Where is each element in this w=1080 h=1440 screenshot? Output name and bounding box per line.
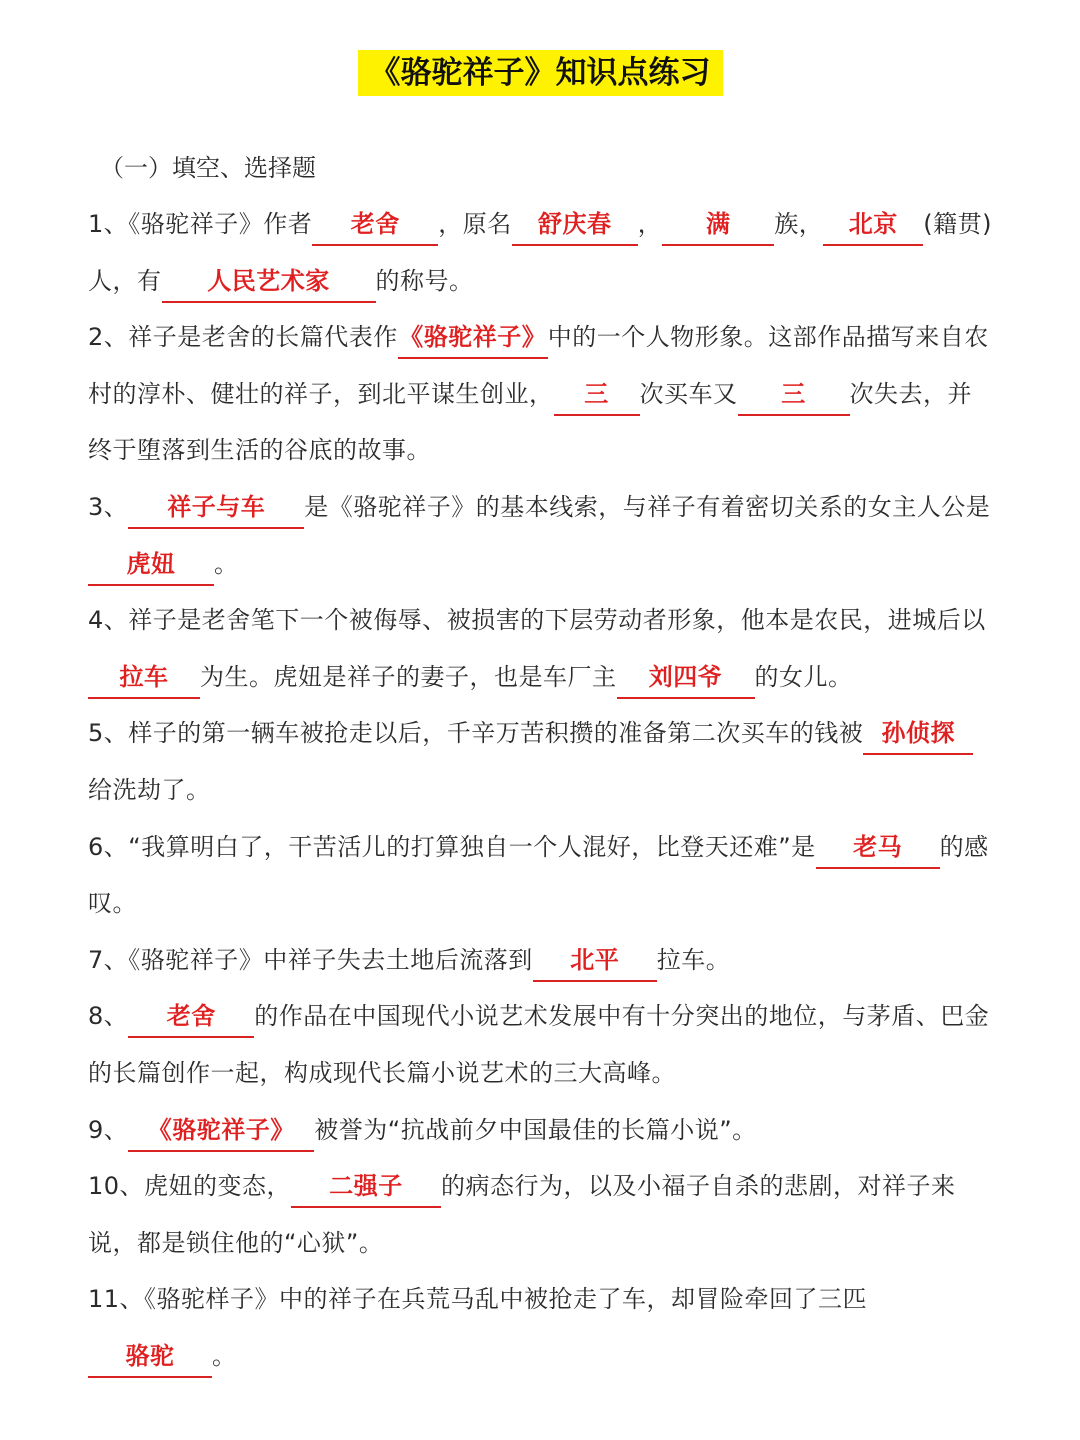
page-title: 《骆驼祥子》知识点练习 <box>358 50 723 96</box>
question-text: 的感叹。 <box>88 832 989 918</box>
answer-blank: 老马 <box>816 827 940 869</box>
question-8 <box>88 988 992 1101</box>
question-text: 给洗劫了。 <box>88 775 211 804</box>
answer-blank: 三 <box>738 374 850 416</box>
question-text: 9、 <box>88 1115 129 1144</box>
answer-blank: 虎妞 <box>88 544 214 586</box>
question-text: 3、 <box>88 492 129 521</box>
question-text: 被誉为“抗战前夕中国最佳的长篇小说”。 <box>314 1115 757 1144</box>
answer-blank: 刘四爷 <box>617 657 755 699</box>
answer-blank: 三 <box>554 374 640 416</box>
question-text: ， <box>637 210 663 238</box>
answer-blank: 舒庆春 <box>512 204 638 246</box>
question-7 <box>88 932 992 989</box>
question-1 <box>88 196 992 309</box>
answer-blank: 北平 <box>533 940 657 982</box>
question-text: 的作品在中国现代小说艺术发展中有十分突出的地位，与茅盾、巴金的长篇创作一起，构成现代长篇小说艺术的三大高峰。 <box>88 1002 990 1087</box>
question-5 <box>88 705 992 818</box>
question-text: 为生。虎妞是祥子的妻子，也是车厂主 <box>200 662 617 691</box>
answer-blank: 骆驼 <box>88 1336 212 1378</box>
answer-blank: 满 <box>662 204 774 246</box>
question-text: 2、祥子是老舍的长篇代表作 <box>88 323 398 352</box>
question-4 <box>88 592 992 705</box>
question-2 <box>88 309 992 479</box>
question-text: 6、“我算明白了，干苦活儿的打算独自一个人混好，比登天还难”是 <box>88 832 816 861</box>
question-text: ，原名 <box>438 210 512 238</box>
question-text: 11、《骆驼样子》中的祥子在兵荒马乱中被抢走了车，却冒险牵回了三匹 <box>88 1285 868 1314</box>
question-text: 族， <box>774 210 824 238</box>
question-text: 5、样子的第一辆车被抢走以后，千辛万苦积攒的准备第二次买车的钱被 <box>88 719 864 748</box>
question-text: 4、祥子是老舍笔下一个被侮辱、被损害的下层劳动者形象，他本是农民，进城后以 <box>88 606 986 635</box>
question-text: 。 <box>212 1341 237 1370</box>
question-3 <box>88 479 992 592</box>
question-list <box>88 196 992 1384</box>
question-10 <box>88 1158 992 1271</box>
question-text: 的病态行为，以及小福子自杀的悲剧，对祥子来说，都是锁住他的“心狱”。 <box>88 1172 956 1257</box>
question-text: 拉车。 <box>656 945 731 974</box>
question-text: 次失去，并终于堕落到生活的谷底的故事。 <box>88 379 972 465</box>
answer-blank: 孙侦探 <box>863 713 973 755</box>
answer-blank: 老舍 <box>128 996 254 1038</box>
question-text: 7、《骆驼祥子》中祥子失去土地后流落到 <box>88 945 533 974</box>
question-text: 8、 <box>88 1002 129 1031</box>
section-heading: （一）填空、选择题 <box>100 154 316 182</box>
question-text: 的女儿。 <box>754 662 853 691</box>
question-6 <box>88 819 992 932</box>
title-wrap <box>0 50 1080 96</box>
answer-blank: 拉车 <box>88 657 200 699</box>
question-text: 10、虎妞的变态， <box>88 1172 292 1201</box>
question-text: (籍贯)人，有 <box>88 210 993 295</box>
question-text: 是《骆驼祥子》的基本线索，与祥子有着密切关系的女主人公是 <box>304 492 991 521</box>
question-9 <box>88 1102 992 1159</box>
answer-blank: 祥子与车 <box>128 487 304 529</box>
answer-blank: 人民艺术家 <box>162 261 376 303</box>
answer-blank: 北京 <box>823 204 923 246</box>
answer-blank: 二强子 <box>291 1166 441 1208</box>
question-text: 次买车又 <box>639 379 738 408</box>
question-text: 1、《骆驼祥子》作者 <box>88 210 313 238</box>
answer-blank: 老舍 <box>312 204 438 246</box>
question-text: 中的一个人物形象。这部作品描写来自农村的淳朴、健壮的祥子，到北平谋生创业， <box>88 323 989 408</box>
question-11 <box>88 1271 992 1384</box>
question-text: 的称号。 <box>375 266 474 295</box>
answer-blank: 《骆驼祥子》 <box>398 317 548 359</box>
answer-blank: 《骆驼祥子》 <box>128 1110 314 1152</box>
question-text: 。 <box>214 549 239 578</box>
